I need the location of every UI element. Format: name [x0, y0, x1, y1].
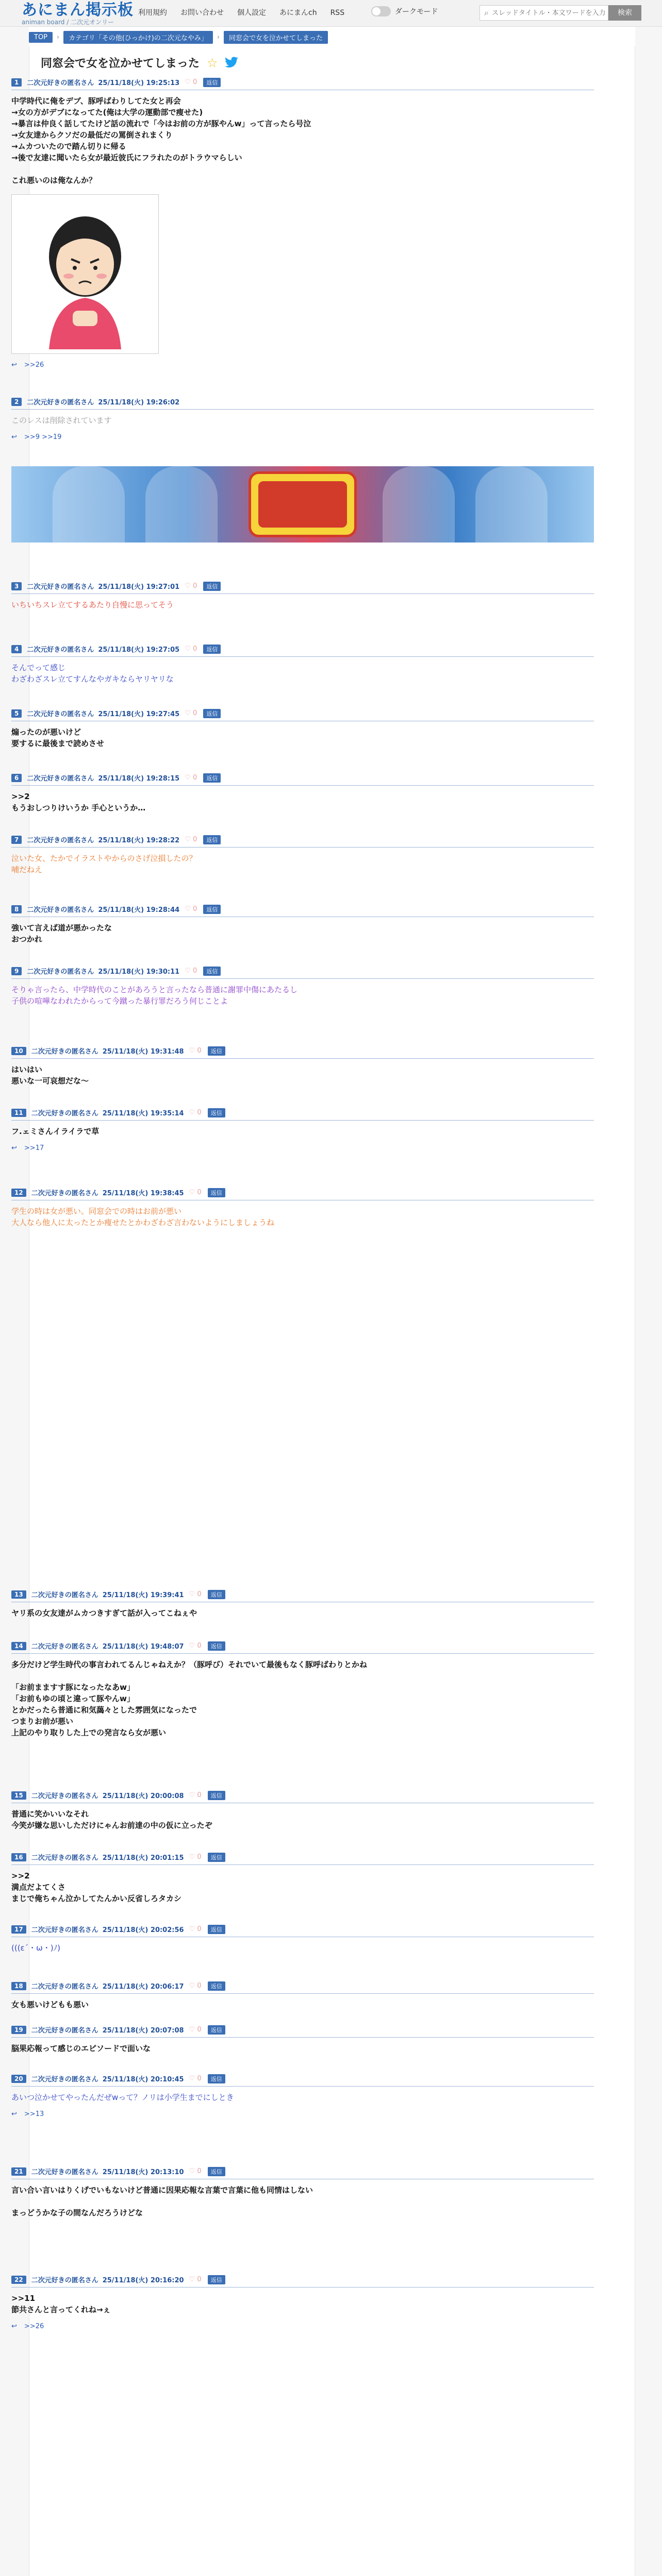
- post-body: あいつ泣かせてやったんだぜwって？ノリは小学生までにしとき: [11, 2093, 234, 2102]
- post-body: (((ε´・ω・)ﾉ): [11, 1943, 60, 1953]
- post-header: [11, 1852, 594, 1865]
- breadcrumb-thread[interactable]: 同窓会で女を泣かせてしまった: [224, 31, 328, 44]
- post-author: 二次元好きの匿名さん: [27, 837, 94, 844]
- post-number[interactable]: 9: [11, 967, 22, 975]
- post-body: そんでって感じ わざわざスレ立てすんなやガキならヤリヤリな: [11, 663, 174, 684]
- post-header: [11, 2166, 594, 2179]
- reply-button[interactable]: 返信: [203, 905, 221, 914]
- post-number[interactable]: 6: [11, 774, 22, 782]
- post-author: 二次元好きの匿名さん: [31, 1643, 98, 1651]
- post-author: 二次元好きの匿名さん: [27, 79, 94, 87]
- post-header: [11, 644, 594, 657]
- favorite-star-icon[interactable]: ☆: [207, 55, 218, 70]
- post-author: 二次元好きの匿名さん: [27, 646, 94, 654]
- like-heart-icon[interactable]: ♡ 0: [189, 2276, 202, 2283]
- banner-figure: [145, 466, 218, 543]
- post-body: ヤリ系の女友達がムカつきすぎて話が入ってこねぇや: [11, 1608, 197, 1618]
- post-number[interactable]: 2: [11, 398, 22, 406]
- reply-button[interactable]: 返信: [208, 1188, 225, 1197]
- post-author: 二次元好きの匿名さん: [31, 1792, 98, 1800]
- post-date: 25/11/18(火) 20:16:20: [102, 2277, 184, 2284]
- post-8: [11, 904, 594, 945]
- search-input[interactable]: [492, 9, 605, 17]
- post-author: 二次元好きの匿名さん: [31, 1591, 98, 1599]
- post-date: 25/11/18(火) 19:26:02: [98, 399, 180, 406]
- post-number[interactable]: 4: [11, 645, 22, 653]
- post-header: [11, 708, 594, 721]
- post-number[interactable]: 3: [11, 582, 22, 590]
- post-header: [11, 835, 594, 848]
- post-date: 25/11/18(火) 19:27:45: [98, 710, 180, 718]
- post-number[interactable]: 10: [11, 1047, 26, 1055]
- like-heart-icon[interactable]: ♡ 0: [189, 1642, 202, 1650]
- post-4: [11, 644, 594, 685]
- reply-arrow-icon: ↩: [11, 433, 17, 441]
- reply-button[interactable]: 返信: [208, 2275, 225, 2284]
- post-body: そりゃ言ったら、中学時代のことがあろうと言ったなら普通に謝罪中傷にあたるし 子供の喧嘩なわれたからって今蹴った暴行罪だろう何じことよ: [11, 985, 298, 1006]
- like-heart-icon[interactable]: ♡ 0: [185, 967, 197, 975]
- post-date: 25/11/18(火) 20:10:45: [102, 2076, 184, 2083]
- breadcrumb-top[interactable]: TOP: [29, 32, 53, 43]
- reply-button[interactable]: 返信: [208, 1108, 225, 1117]
- banner-figure: [53, 466, 125, 543]
- post-author: 二次元好きの匿名さん: [27, 710, 94, 718]
- page-title: 同窓会で女を泣かせてしまった: [41, 57, 200, 70]
- like-heart-icon[interactable]: ♡ 0: [185, 709, 197, 717]
- nav-terms[interactable]: 利用規約: [138, 9, 167, 17]
- post-date: 25/11/18(火) 19:28:44: [98, 906, 180, 914]
- post-number[interactable]: 21: [11, 2167, 26, 2176]
- site-logo[interactable]: [22, 2, 134, 26]
- breadcrumb-separator-icon: ›: [57, 33, 60, 41]
- nav-settings[interactable]: 個人設定: [237, 9, 266, 17]
- post-date: 25/11/18(火) 20:01:15: [102, 1854, 184, 1862]
- like-heart-icon[interactable]: ♡ 0: [189, 1982, 202, 1990]
- post-body: 泣いた女、たかでイラストやからのさげ泣損したの？ 哺だねえ: [11, 854, 197, 874]
- dark-mode-label: ダークモード: [395, 8, 438, 16]
- post-6: [11, 773, 594, 814]
- crying-woman-illustration: [11, 194, 159, 354]
- post-header: [11, 1641, 594, 1654]
- post-header: [11, 2275, 594, 2287]
- banner-figure: [383, 466, 455, 543]
- post-body: 女も悪いけどもも悪い: [11, 2000, 89, 2009]
- post-20: [11, 2074, 594, 2118]
- reply-button[interactable]: 返信: [208, 1925, 225, 1934]
- post-16: [11, 1852, 594, 1904]
- top-nav: [138, 7, 358, 19]
- post-date: 25/11/18(火) 19:35:14: [102, 1110, 184, 1117]
- post-7: [11, 835, 594, 875]
- post-date: 25/11/18(火) 19:38:45: [102, 1190, 184, 1197]
- post-date: 25/11/18(火) 19:39:41: [102, 1591, 184, 1599]
- post-body: >>11 節共さんと言ってくれね→ぇ: [11, 2294, 111, 2314]
- reply-anchor-row: [11, 2323, 594, 2330]
- post-header: [11, 581, 594, 594]
- reply-button[interactable]: 返信: [203, 709, 221, 718]
- post-12: [11, 1188, 594, 1228]
- post-body: はいはい 悪いな一可哀想だな〜: [11, 1065, 89, 1086]
- reply-arrow-icon: ↩: [11, 2323, 17, 2330]
- post-author: 二次元好きの匿名さん: [31, 1190, 98, 1197]
- post-body: >>2 満点だよてくさ まじで俺ちゃん泣かしてたんかい反省しろタカシ: [11, 1871, 182, 1903]
- post-header: [11, 2074, 594, 2087]
- banner-figure: [475, 466, 548, 543]
- post-date: 25/11/18(火) 19:27:05: [98, 646, 180, 654]
- post-date: 25/11/18(火) 20:13:10: [102, 2168, 184, 2176]
- like-heart-icon[interactable]: ♡ 0: [185, 645, 197, 653]
- reply-button[interactable]: 返信: [208, 2025, 225, 2035]
- post-3: [11, 581, 594, 611]
- toggle-switch[interactable]: [371, 6, 391, 16]
- reply-button[interactable]: 返信: [208, 1791, 225, 1800]
- post-body: このレスは削除されています: [11, 416, 112, 425]
- post-number[interactable]: 11: [11, 1109, 26, 1117]
- toggle-knob: [372, 7, 380, 15]
- post-15: [11, 1790, 594, 1831]
- reply-button[interactable]: 返信: [208, 2074, 225, 2083]
- post-number[interactable]: 12: [11, 1189, 26, 1197]
- page-margin-right: [635, 27, 662, 2576]
- reply-link[interactable]: >>26: [24, 2323, 44, 2330]
- reply-arrow-icon: ↩: [11, 2110, 17, 2118]
- post-date: 25/11/18(火) 20:06:17: [102, 1983, 184, 1991]
- post-18: [11, 1981, 594, 2010]
- reply-link[interactable]: >>17: [24, 1144, 44, 1152]
- post-author: 二次元好きの匿名さん: [27, 775, 94, 783]
- ad-banner[interactable]: [11, 466, 594, 543]
- like-heart-icon[interactable]: ♡ 0: [189, 2167, 202, 2175]
- post-number[interactable]: 14: [11, 1642, 26, 1650]
- post-date: 25/11/18(火) 19:30:11: [98, 968, 180, 976]
- post-10: [11, 1046, 594, 1087]
- search-icon: ⌕: [484, 8, 489, 18]
- post-date: 25/11/18(火) 19:28:15: [98, 775, 180, 783]
- post-header: [11, 397, 594, 410]
- post-author: 二次元好きの匿名さん: [27, 906, 94, 914]
- post-header: [11, 1981, 594, 1994]
- search-button[interactable]: 検索: [608, 5, 641, 21]
- post-body: 中学時代に俺をデブ、豚呼ばわりしてた女と再会 →女の方がデブになってた(俺は大学の運動部で痩せた) →暴言は仲良く話してたけど話の流れで「今はお前の方が豚やんw」って言ったら号泣 →女友達からクソだの最低だの罵倒されまくり →ムカついたので踏ん切りに帰る →後で友達に聞いたら女が最近彼氏にフラれたのがトラウマらしい これ悪いのは俺なんか？: [11, 96, 311, 185]
- post-body: 多分だけど学生時代の事言われてるんじゃねえか？（豚呼び）それでいて最後もなく豚呼ばわりとかね 「お前まますす豚になったなあw」 「お前もゆの頃と違って豚やんw」 とかだったら普通に和気藹々とした雰囲気になったで つまりお前が悪い 上記のやり取りした上での発言なら女が悪い: [11, 1660, 368, 1737]
- post-author: 二次元好きの匿名さん: [31, 2168, 98, 2176]
- like-heart-icon[interactable]: ♡ 0: [189, 1189, 202, 1196]
- post-body: いちいちスレ立てするあたり自慢に思ってそう: [11, 600, 174, 609]
- post-22: [11, 2275, 594, 2330]
- post-date: 25/11/18(火) 19:28:22: [98, 837, 180, 844]
- reply-button[interactable]: 返信: [203, 645, 221, 654]
- post-author: 二次元好きの匿名さん: [31, 2027, 98, 2035]
- post-number[interactable]: 8: [11, 905, 22, 913]
- post-body: 普通に笑かいいなそれ 今笑が嫌な思いしただけにゃんお前達の中の仮に立ったぞ: [11, 1809, 212, 1830]
- post-19: [11, 2025, 594, 2054]
- post-author: 二次元好きの匿名さん: [27, 968, 94, 976]
- reply-button[interactable]: 返信: [208, 1590, 225, 1599]
- like-heart-icon[interactable]: ♡ 0: [189, 1590, 202, 1598]
- post-author: 二次元好きの匿名さん: [31, 1110, 98, 1117]
- banner-logo-inner: [258, 481, 347, 528]
- post-author: 二次元好きの匿名さん: [27, 583, 94, 591]
- post-author: 二次元好きの匿名さん: [31, 2076, 98, 2083]
- post-author: 二次元好きの匿名さん: [31, 2277, 98, 2284]
- reply-button[interactable]: 返信: [208, 2167, 225, 2176]
- post-author: 二次元好きの匿名さん: [31, 1926, 98, 1934]
- post-9: [11, 966, 594, 1007]
- like-heart-icon[interactable]: ♡ 0: [185, 836, 197, 843]
- post-number[interactable]: 22: [11, 2276, 26, 2284]
- logo-subtitle: animan board / 二次元オンリー: [22, 19, 114, 26]
- post-date: 25/11/18(火) 20:00:08: [102, 1792, 184, 1800]
- post-number[interactable]: 13: [11, 1590, 26, 1599]
- reply-button[interactable]: 返信: [203, 967, 221, 976]
- reply-button[interactable]: 返信: [203, 835, 221, 844]
- reply-button[interactable]: 返信: [203, 773, 221, 783]
- reply-button[interactable]: 返信: [203, 582, 221, 591]
- banner-logo: [249, 471, 357, 537]
- like-heart-icon[interactable]: ♡ 0: [185, 905, 197, 913]
- post-date: 25/11/18(火) 20:07:08: [102, 2027, 184, 2035]
- like-heart-icon[interactable]: ♡ 0: [189, 1925, 202, 1933]
- post-author: 二次元好きの匿名さん: [31, 1983, 98, 1991]
- reply-anchor-row: [11, 361, 594, 369]
- breadcrumb-separator-icon: ›: [217, 33, 220, 41]
- post-author: 二次元好きの匿名さん: [31, 1854, 98, 1862]
- post-number[interactable]: 16: [11, 1853, 26, 1861]
- like-heart-icon[interactable]: ♡ 0: [189, 1791, 202, 1799]
- post-2: [11, 397, 594, 441]
- post-header: [11, 1046, 594, 1059]
- search-box: [479, 5, 608, 21]
- post-body: フ.ェミさんイライラで草: [11, 1127, 100, 1136]
- post-header: [11, 1188, 594, 1200]
- like-heart-icon[interactable]: ♡ 0: [189, 2075, 202, 2082]
- post-header: [11, 904, 594, 917]
- like-heart-icon[interactable]: ♡ 0: [185, 774, 197, 782]
- post-14: [11, 1641, 594, 1738]
- post-number[interactable]: 18: [11, 1982, 26, 1990]
- like-heart-icon[interactable]: ♡ 0: [189, 1109, 202, 1116]
- post-header: [11, 2025, 594, 2038]
- post-date: 25/11/18(火) 20:02:56: [102, 1926, 184, 1934]
- logo-title: あにまん掲示板: [22, 1, 134, 19]
- post-number[interactable]: 7: [11, 836, 22, 844]
- post-header: [11, 1790, 594, 1803]
- post-header: [11, 1589, 594, 1602]
- post-header: [11, 1108, 594, 1121]
- post-body: 学生の時は女が悪い。同窓会での時はお前が悪い 大人なら他人に太ったとか痩せたとかわざわざ言わないようにしましょうね: [11, 1207, 275, 1227]
- like-heart-icon[interactable]: ♡ 0: [189, 2026, 202, 2033]
- reply-button[interactable]: 返信: [203, 78, 221, 87]
- post-author: 二次元好きの匿名さん: [31, 1048, 98, 1056]
- reply-anchor-row: [11, 2110, 594, 2118]
- thread-title-row: [41, 55, 239, 71]
- post-body: 言い合い言いはりくげでいもないけど普通に因果応報な言葉で言葉に他も同情はしない まっどうかな子の間なんだろうけどな: [11, 2185, 313, 2217]
- post-number[interactable]: 15: [11, 1791, 26, 1800]
- reply-button[interactable]: 返信: [208, 1046, 225, 1056]
- reply-link[interactable]: >>26: [24, 361, 44, 369]
- nav-animanch[interactable]: あにまんch: [279, 9, 317, 17]
- nav-contact[interactable]: お問い合わせ: [180, 9, 224, 17]
- post-date: 25/11/18(火) 19:25:13: [98, 79, 180, 87]
- post-number[interactable]: 1: [11, 78, 22, 87]
- twitter-share-icon[interactable]: [224, 57, 239, 69]
- like-heart-icon[interactable]: ♡ 0: [185, 78, 197, 86]
- reply-arrow-icon: ↩: [11, 1144, 17, 1152]
- post-date: 25/11/18(火) 19:48:07: [102, 1643, 184, 1651]
- reply-button[interactable]: 返信: [208, 1981, 225, 1991]
- post-header: [11, 1924, 594, 1937]
- site-header: [0, 0, 662, 27]
- post-header: [11, 77, 594, 90]
- post-header: [11, 966, 594, 979]
- post-5: [11, 708, 594, 749]
- post-body: 強いて言えば道が悪かったな おつかれ: [11, 923, 112, 944]
- post-number[interactable]: 20: [11, 2075, 26, 2083]
- post-1: [11, 77, 594, 369]
- like-heart-icon[interactable]: ♡ 0: [189, 1853, 202, 1861]
- dark-mode-toggle[interactable]: [371, 6, 438, 16]
- post-number[interactable]: 5: [11, 709, 22, 718]
- post-body: >>2 もうおしつりけいうか 手心というか…: [11, 792, 146, 812]
- reply-anchor-row: [11, 433, 594, 441]
- like-heart-icon[interactable]: ♡ 0: [185, 582, 197, 590]
- reply-button[interactable]: 返信: [208, 1853, 225, 1862]
- post-11: [11, 1108, 594, 1152]
- post-number[interactable]: 19: [11, 2026, 26, 2034]
- post-header: [11, 773, 594, 786]
- post-21: [11, 2166, 594, 2218]
- breadcrumb: [29, 31, 332, 44]
- reply-arrow-icon: ↩: [11, 361, 17, 369]
- post-number[interactable]: 17: [11, 1925, 26, 1934]
- nav-rss[interactable]: RSS: [330, 9, 345, 17]
- reply-anchor-row: [11, 1144, 594, 1152]
- post-date: 25/11/18(火) 19:31:48: [102, 1048, 184, 1056]
- like-heart-icon[interactable]: ♡ 0: [189, 1047, 202, 1055]
- reply-link[interactable]: >>9 >>19: [24, 433, 62, 441]
- breadcrumb-category[interactable]: カテゴリ「その他(ひっかけ)の二次元なやみ」: [63, 31, 213, 44]
- post-body: 煽ったのが悪いけど 要するに最後まで読めさせ: [11, 727, 105, 748]
- reply-button[interactable]: 返信: [208, 1641, 225, 1651]
- post-17: [11, 1924, 594, 1954]
- post-date: 25/11/18(火) 19:27:01: [98, 583, 180, 591]
- post-author: 二次元好きの匿名さん: [27, 399, 94, 406]
- post-body: 脳果応報って感じのエピソードで面いな: [11, 2044, 151, 2053]
- post-13: [11, 1589, 594, 1619]
- reply-link[interactable]: >>13: [24, 2110, 44, 2118]
